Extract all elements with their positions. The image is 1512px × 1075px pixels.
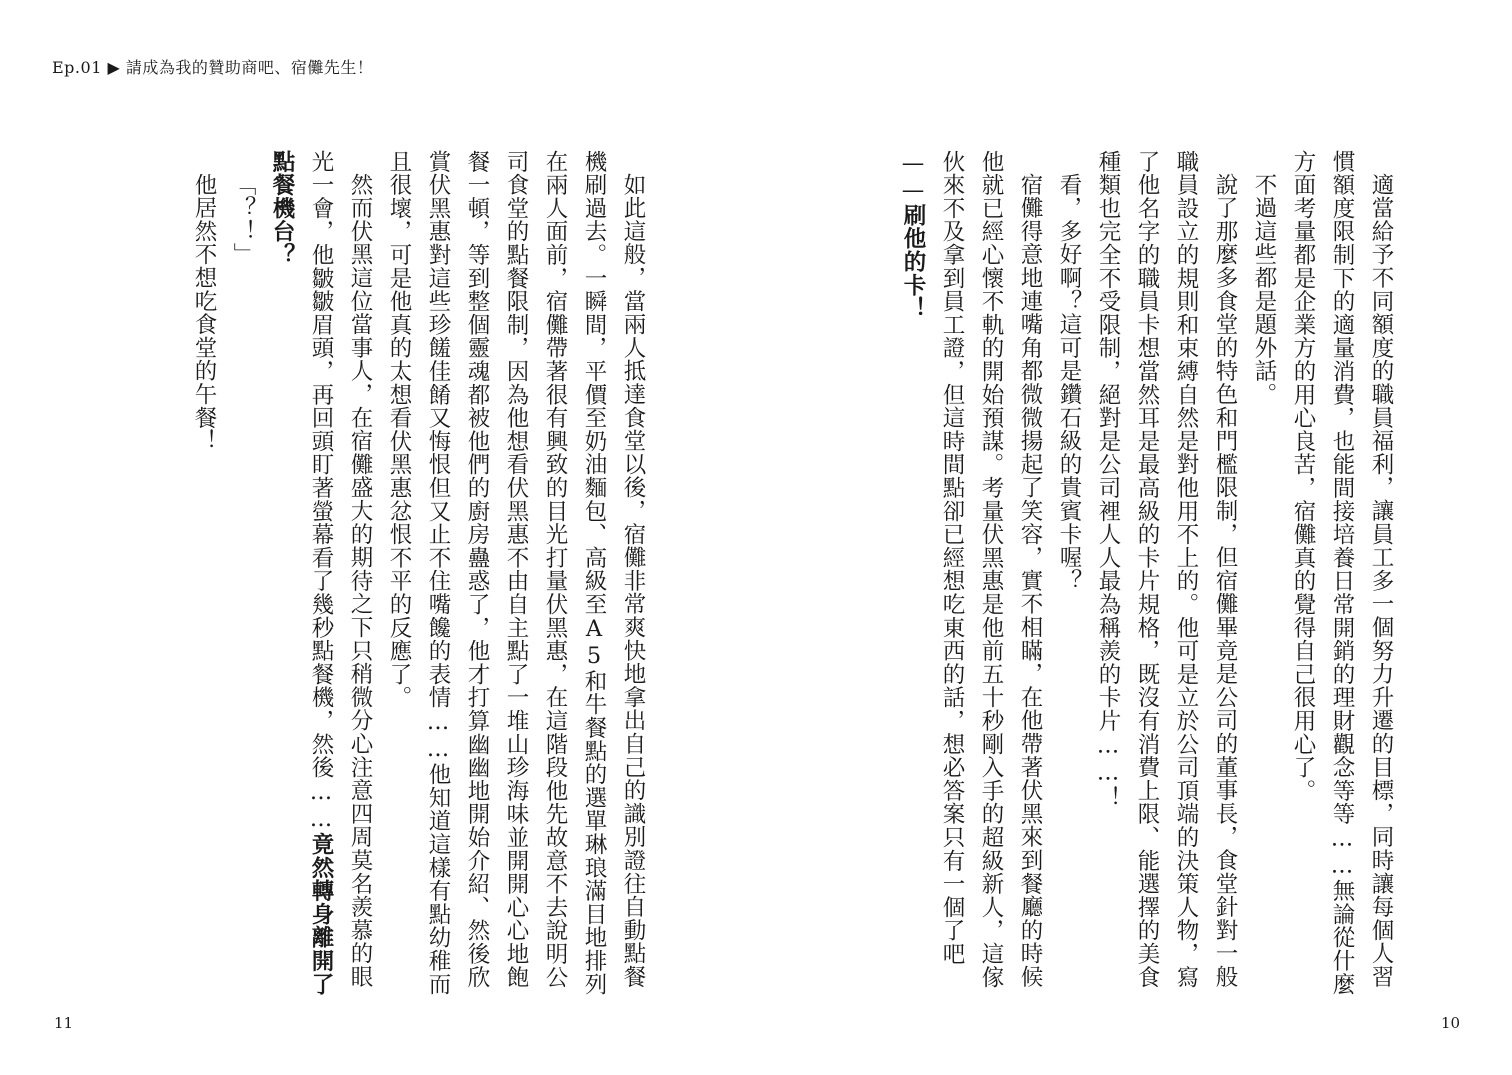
paragraph: 看，多好啊？這可是鑽石級的貴賓卡喔？ <box>1056 172 1082 592</box>
paragraph: 「？！」 <box>230 172 256 266</box>
running-header: Ep.01 ▶ 請成為我的贊助商吧、宿儺先生！ <box>52 58 374 77</box>
page-number-left: 11 <box>54 1014 74 1032</box>
paragraph <box>262 150 379 1000</box>
paragraph: 說了那麼多食堂的特色和門檻限制，但宿儺畢竟是公司的董事長，食堂針對一般職員設立的規則和束縛自然是對他用不上的。他可是立於公司頂端的決策人物，寫了他名字的職員卡想當然耳是最高級的卡片規格，既沒有消費上限、能選擇的美食種類也完全不受限制，絕對是公司裡人人最為稱羨的卡片……！ <box>1095 150 1238 989</box>
emphasis-text: 刷他的卡！ <box>900 203 926 321</box>
left-page-text <box>92 150 652 1000</box>
right-page-text <box>900 150 1400 1000</box>
paragraph <box>893 150 1049 1000</box>
paragraph: 他居然不想吃食堂的午餐！ <box>191 172 217 453</box>
paragraph-text: 宿儺得意地連嘴角都微微揚起了笑容，實不相瞞，在他帶著伏黑來到餐廳的時候他就已經心懷不軌的開始預謀。考量伏黑惠是他前五十秒剛入手的超級新人，這傢伙來不及拿到員工證，但這時間點卻已經想吃東西的話，想必答案只有一個了吧—— <box>900 150 1043 989</box>
paragraph: 不過這些都是題外話。 <box>1251 172 1277 406</box>
paragraph: 適當給予不同額度的職員福利，讓員工多一個努力升遷的目標，同時讓每個人習慣額度限制下的適量消費，也能間接培養日常開銷的理財觀念等等……無論從什麼方面考量都是企業方的用心良苦，宿儺真的覺得自己很用心了。 <box>1290 150 1394 996</box>
paragraph: 如此這般，當兩人抵達食堂以後，宿儺非常爽快地拿出自己的識別證往自動點餐機刷過去。一瞬間，平價至奶油麵包、高級至A5和牛餐點的選單琳琅滿目地排列在兩人面前，宿儺帶著很有興致的目光打量伏黑惠，在這階段他先故意不去說明公司食堂的點餐限制，因為他想看伏黑惠不由自主點了一堆山珍海味並開開心心地飽餐一頓，等到整個靈魂都被他們的廚房蠱惑了，他才打算幽幽地開始介紹、然後欣賞伏黑惠對這些珍饈佳餚又悔恨但又止不住嘴饞的表情……他知道這樣有點幼稚而且很壞，可是他真的太想看伏黑惠忿恨不平的反應了。 <box>386 150 646 996</box>
paragraph-text: 然而伏黑這位當事人，在宿儺盛大的期待之下只稍微分心注意四周莫名羨慕的眼光一會，他皺皺眉頭，再回頭盯著螢幕看了幾秒點餐機，然後…… <box>308 150 373 988</box>
page-number-right: 10 <box>1441 1014 1461 1032</box>
emphasis-text: 竟然轉身離開了點餐機台？ <box>269 150 334 996</box>
